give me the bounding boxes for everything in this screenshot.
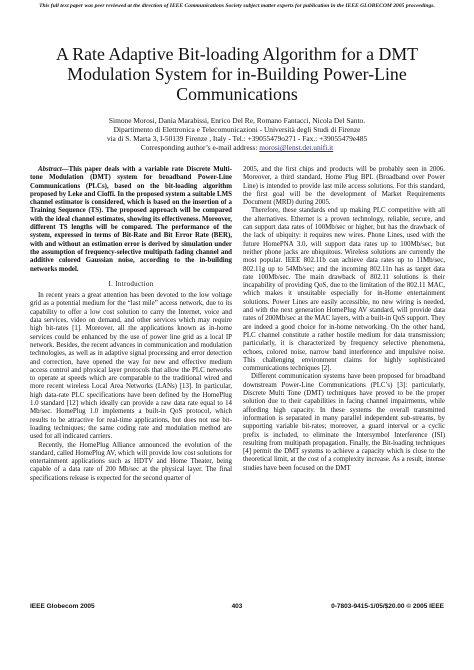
review-banner: This full text paper was peer reviewed at the direction of IEEE Communications Society subject matter experts for publication in the IEEE GLOBECOM 2005 proceedings. [39,3,435,9]
footer-copyright: 0-7803-9415-1/05/$20.00 © 2005 IEEE [331,603,444,610]
abstract [30,166,232,274]
section-heading-introduction: I. Introduction [108,279,154,288]
title-line: A Rate Adaptive Bit-loading Algorithm for a DMT [56,44,418,64]
right-column [243,166,445,594]
title-line: Modulation System for in-Building Power-Line [67,64,407,84]
title-line: Communications [176,84,298,104]
contact-label: Corresponding author’s e-mail address: [140,143,258,152]
author-email-link[interactable]: morosi@lenst.det.unifi.it [259,143,334,152]
abstract-text: —This paper deals with a variable rate Discrete Multi-tone Modulation (DMT) system for broadband Power-Line Communications (PLCs), based on the bit-loading algorithm proposed by Leke and Cioffi. In the proposed system a suitable LMS channel estimator is considered, which is based on the insertion of a Training Sequence (TS). The proposed approach will be compared with the ideal channel estimates, showing its effectiveness. Moreover, different TS lengths will be compared. The performance of the system, expressed in terms of Bit-Rate and Bit Error Rate (BER), with and without an estimation error is derived by simulation under the assumption of frequency-selective multipath fading channel and additive colored Gaussian noise, according to the in-building networks model. [30,166,232,273]
footer-conference: IEEE Globecom 2005 [30,603,95,610]
author-contact [30,143,444,152]
page-footer [30,603,444,613]
abstract-lead: Abstract [38,166,62,173]
body-paragraph: Different communication systems have been proposed for broadband downstream Power-Line Communications (PLC’s) [3]: particularly, Discrete Multi Tone (DMT) techniques have proved to be the proper solution due to their capabilities in facing channel impairments, while affording high capacity. In these systems the overall transmitted information is separated in many parallel independent sub-streams, by supporting variable bit-rates; moreover, a guard interval or a cyclic prefix is included, to eliminate the Intersymbol Interference (ISI) resulting from multipath propagation. Finally, the Bit-loading techniques [4] permit the DMT systems to achieve a capacity which is close to the theoretical limit, at the cost of a complexity increase. As a result, intense studies have been focused on the DMT [243,373,445,472]
footer-page-number: 403 [231,603,243,610]
body-paragraph: In recent years a great attention has been devoted to the low voltage grid as a potential medium for the “last mile” access network, due to its capability to offer a low cost solution to carry the Internet, voice and data services, video on demand, and other services which may require high bit-rates [1]. Moreover, all the applications known as in-home services could be enhanced by the use of power line grid as a local IP network. Besides, the recent advances in communication and modulation technologies, as well as in adaptive signal processing and error detection and correction, have opened the way for new and effective medium access control and physical layer protocols that allow the PLC networks to operate at speeds which are comparable to the traditional wired and more recent wireless Local Area Networks (LANs) [13]. In particular, high data-rate PLC specifications have been defined by the HomePlug 1.0 standard [12] which ideally can provide a raw data rate equal to 14 Mb/sec. HomePlug 1.0 implements a built-in QoS protocol, which results to be attractive for real-time applications, but does not use bit-loading techniques; the same coding rate and modulation method are used for all indicated carriers. [30,292,232,441]
author-names: Simone Morosi, Dania Marabissi, Enrico Del Re, Romano Fantacci, Nicola Del Santo. [108,116,366,125]
body-paragraph: 2005, and the first chips and products will be probably seen in 2006. Moreover, a third standard, Home Plug BPL (Broadband over Power Line) is intended to provide last mile access solutions. For this standard, the first goal will be the development of Market Requirements Document (MRD) during 2005. [243,166,445,207]
author-address: via di S. Marta 3, I-50139 Firenze , Italy - Tel.: +39055479o271 - Fax.: +39055479e485 [106,134,368,143]
author-block [30,116,444,152]
body-paragraph: Recently, the HomePlug Alliance announced the evolution of the standard, called HomePlug AV, which will provide low cost solutions for entertainment applications such as HDTV and Home Theater, being capable of a data rate of 200 Mb/sec at the physical layer. The final specifications release is expected for the second quarter of [30,441,232,482]
body-paragraph: Therefore, these standards end up making PLC competitive with all the alternatives. Ethernet is a proven technology, reliable, secure, and can support data rates of 100Mb/sec or higher, but has the drawback of the lack of ubiquity: it requires new wires. Phone Lines, used with the future HomePNA 3.0, will support data rates up to 100Mb/sec, but neither phone jacks are ubiquitous. Wireless solutions are currently the most popular. IEEE 802.11b can achieve data rates up to 11Mb/sec, 802.11g up to 54Mb/sec; and the incoming 802.11n has as target data rate 100Mb/sec. The main drawback of 802.11 solutions is their incapability of providing QoS, due to the limitation of the 802.11 MAC, which makes it unsuitable especially for in-Home entertainment solutions. Power Lines are easily accessible, no new wiring is needed, and with the next generation HomePlug AV standard, will provide data rates of 200Mb/sec at the MAC layers, with a built-in QoS support. They are indeed a good choice for in-home networking. On the other hand, PLC channel constitute a rather hostile medium for data transmission; particularly, it is characterized by frequency selective phenomena, echoes, colored noise, narrow band interference and impulsive noise. This challenging environment claims for highly sophisticated communications techniques [2]. [243,207,445,373]
left-column [30,166,232,594]
paper-title [20,44,454,104]
author-department: Dipartimento di Elettronica e Telecomunicazioni - Università degli Studi di Firenze [113,125,361,134]
